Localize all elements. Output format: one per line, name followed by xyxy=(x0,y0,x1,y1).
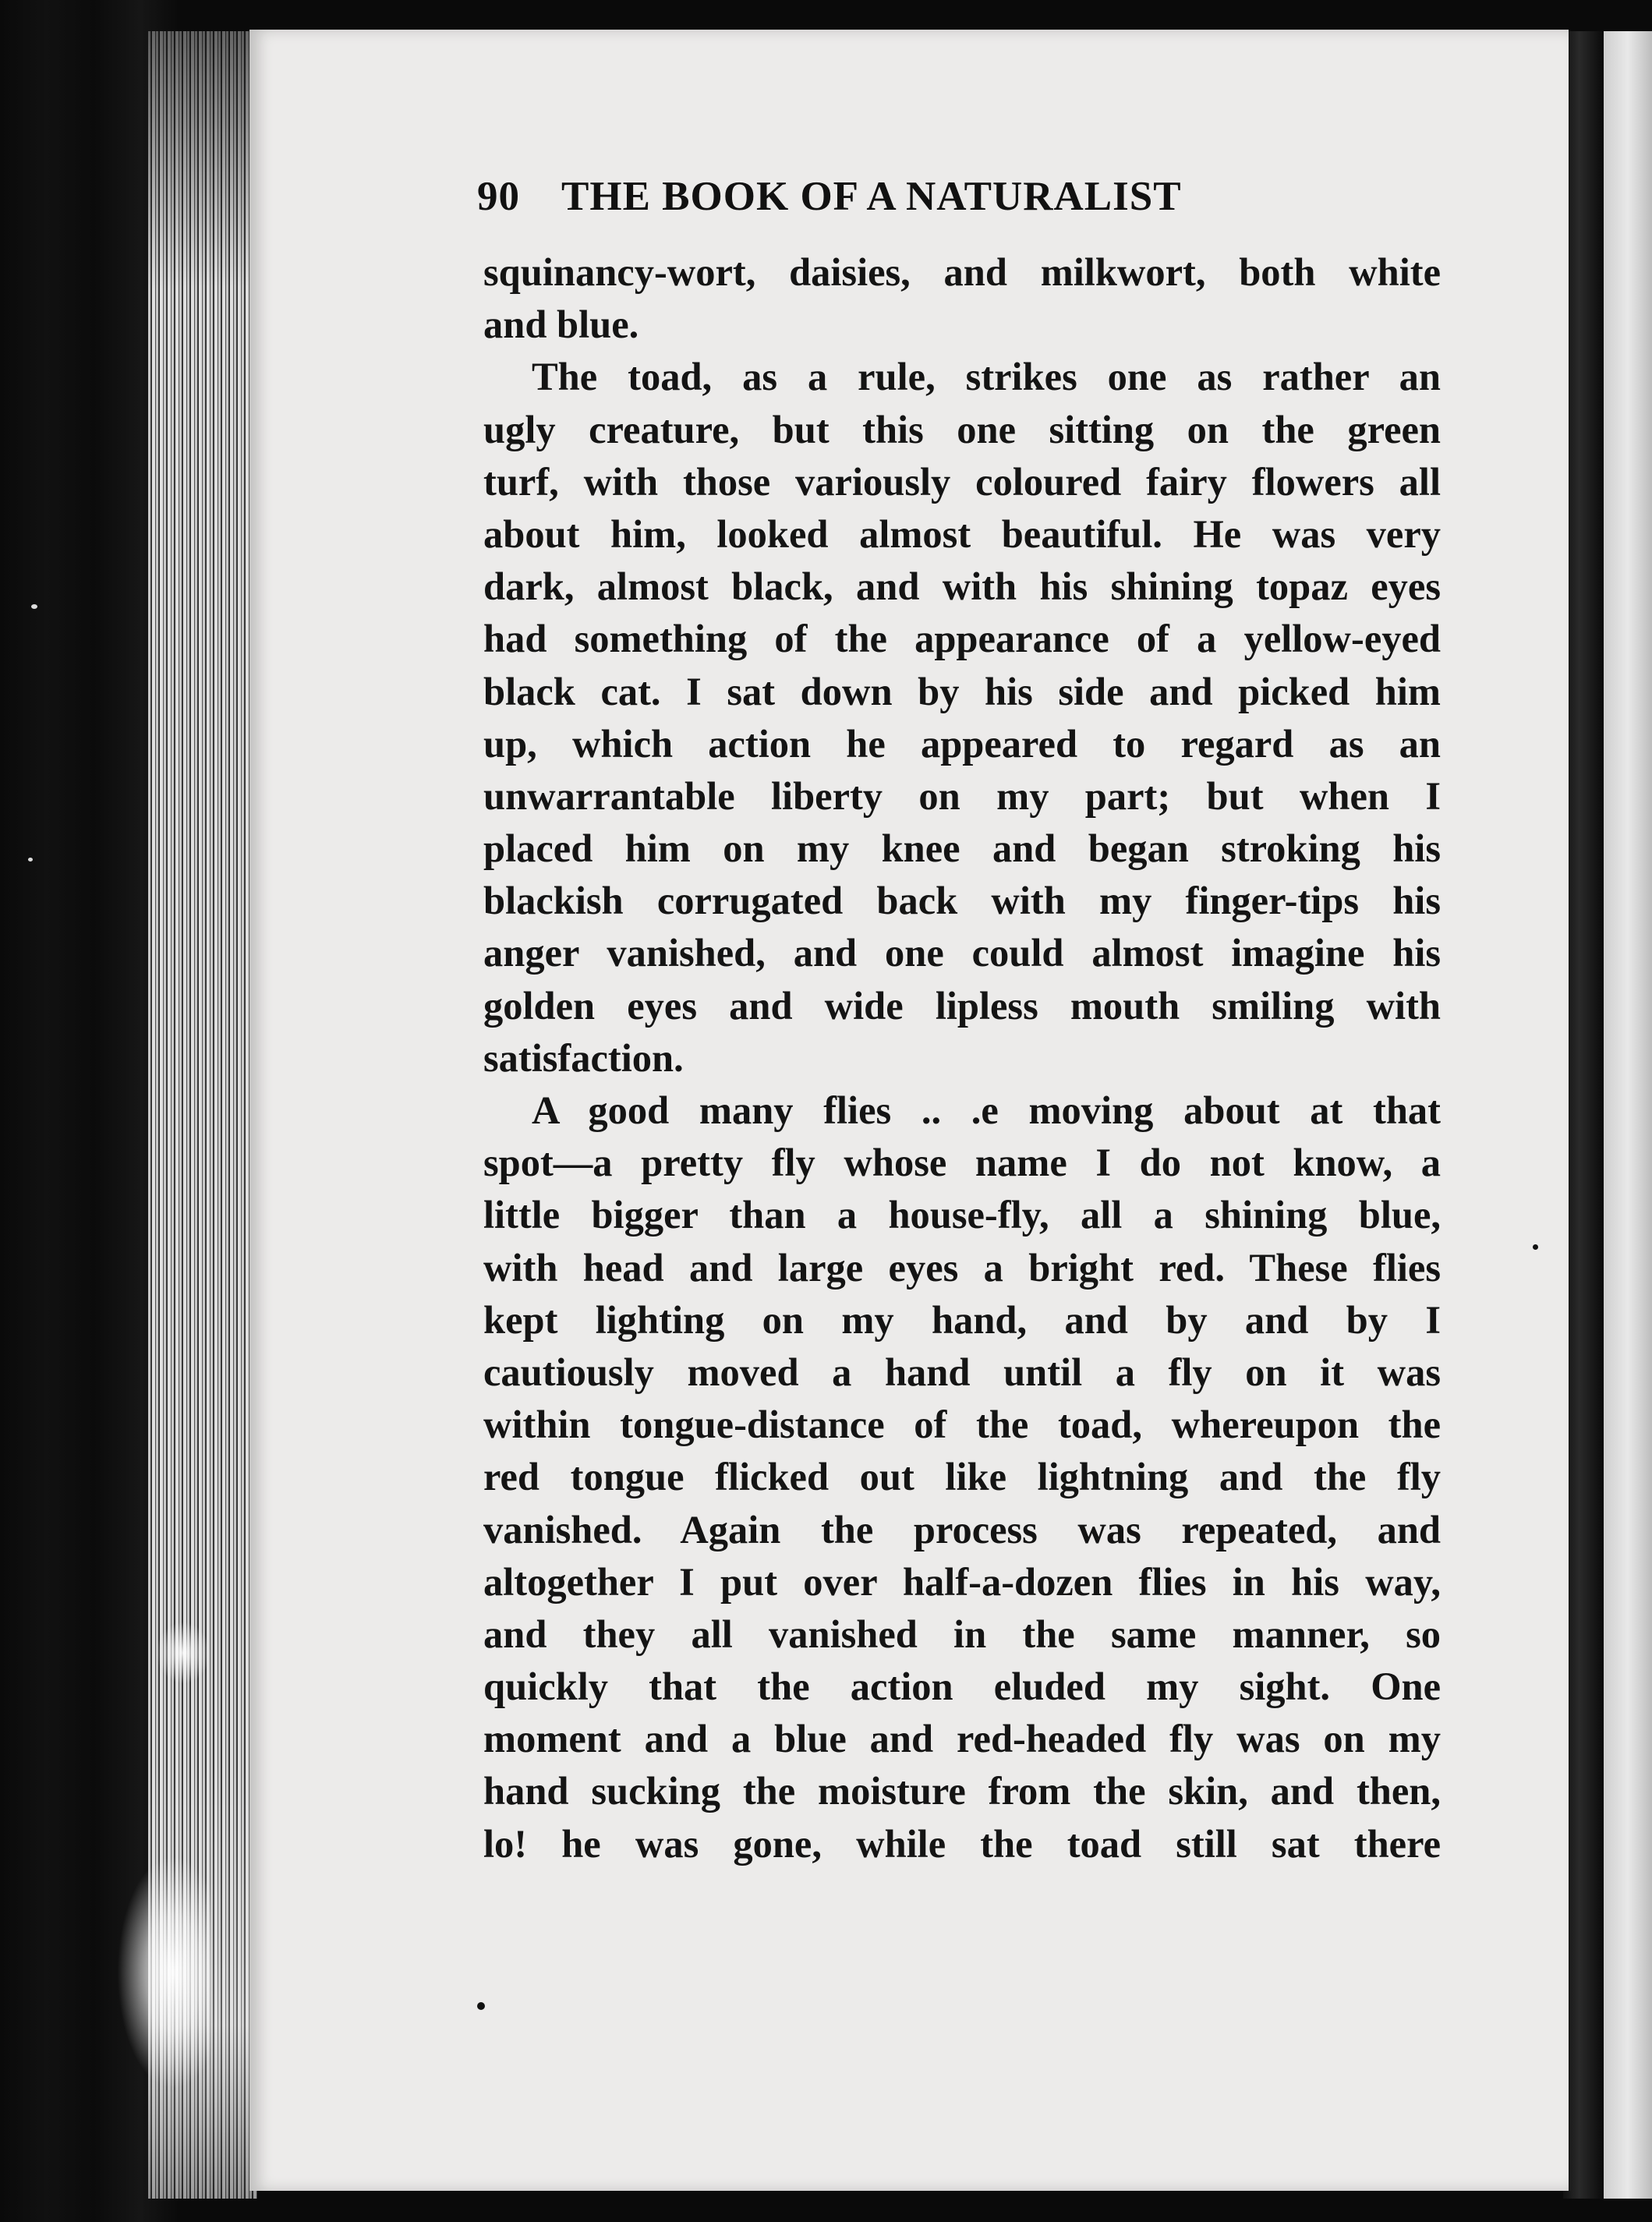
text-line: quickly that the action eluded my sight. One xyxy=(483,1665,1441,1709)
scan-speck xyxy=(477,2002,485,2010)
text-line: The toad, as a rule, strikes one as rather an xyxy=(532,355,1441,399)
edge-glare xyxy=(117,1856,210,2089)
text-line: turf, with those variously coloured fairy flowers all xyxy=(483,459,1441,504)
text-line: lo! he was gone, while the toad still sat there xyxy=(483,1821,1441,1866)
edge-glare-small xyxy=(156,1622,210,1684)
text-line: squinancy-wort, daisies, and milkwort, both white xyxy=(483,250,1441,294)
text-line: spot—a pretty fly whose name I do not know, a xyxy=(483,1141,1441,1185)
scan-speck xyxy=(28,858,33,862)
text-line: with head and large eyes a bright red. These flies xyxy=(483,1245,1441,1290)
body-text xyxy=(483,246,1441,1870)
text-line: ugly creature, but this one sitting on the green xyxy=(483,407,1441,451)
text-line: altogether I put over half-a-dozen flies in his way, xyxy=(483,1559,1441,1604)
text-line: unwarrantable liberty on my part; but when I xyxy=(483,773,1441,818)
text-line: and blue. xyxy=(483,303,639,347)
text-line: little bigger than a house-fly, all a shining blue, xyxy=(483,1193,1441,1237)
facing-page-edge xyxy=(1604,31,1652,2199)
text-line: within tongue-distance of the toad, whereupon the xyxy=(483,1403,1441,1447)
right-binding-shadow xyxy=(1563,31,1604,2199)
text-line: vanished. Again the process was repeated, and xyxy=(483,1507,1441,1552)
scan-speck xyxy=(31,604,37,609)
text-line: kept lighting on my hand, and by and by I xyxy=(483,1297,1441,1342)
text-line: red tongue flicked out like lightning and the fly xyxy=(483,1455,1441,1499)
text-line: up, which action he appeared to regard as an xyxy=(483,721,1441,766)
text-line: A good many flies .. .e moving about at that xyxy=(532,1088,1441,1132)
text-line: cautiously moved a hand until a fly on it was xyxy=(483,1350,1441,1394)
text-line: placed him on my knee and began stroking his xyxy=(483,826,1441,871)
text-line: hand sucking the moisture from the skin, and then, xyxy=(483,1769,1441,1813)
text-line: golden eyes and wide lipless mouth smiling with xyxy=(483,983,1441,1028)
page-number: 90 xyxy=(477,174,520,219)
running-head xyxy=(477,173,1335,220)
text-line: dark, almost black, and with his shining topaz eyes xyxy=(483,564,1441,609)
book-title: THE BOOK OF A NATURALIST xyxy=(561,174,1182,219)
text-line: anger vanished, and one could almost imagine his xyxy=(483,931,1441,975)
text-line: black cat. I sat down by his side and picked him xyxy=(483,669,1441,713)
text-line: satisfaction. xyxy=(483,1035,684,1080)
text-line: and they all vanished in the same manner, so xyxy=(483,1612,1441,1656)
scan-speck xyxy=(1533,1244,1538,1250)
text-line: moment and a blue and red-headed fly was on my xyxy=(483,1717,1441,1761)
text-line: blackish corrugated back with my finger-tips his xyxy=(483,879,1441,923)
text-line: had something of the appearance of a yellow-eyed xyxy=(483,617,1441,661)
text-line: about him, looked almost beautiful. He was very xyxy=(483,511,1441,556)
